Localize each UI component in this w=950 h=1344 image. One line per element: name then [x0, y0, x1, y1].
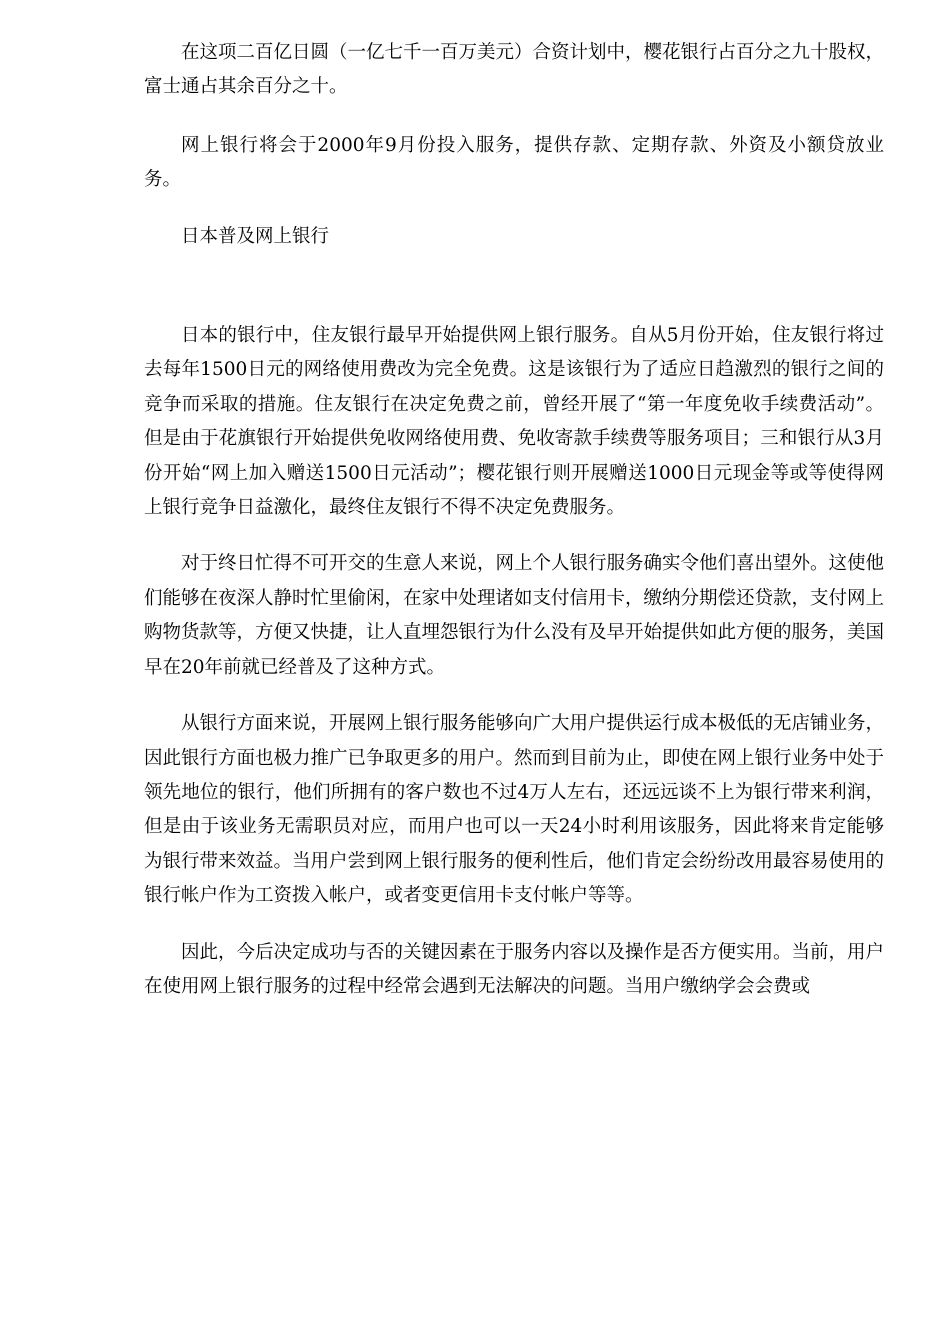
document-page — [144, 36, 884, 1004]
paragraph-key-factors: 因此，今后决定成功与否的关键因素在于服务内容以及操作是否方便实用。当前，用户在使用网上银行服务的过程中经常会遇到无法解决的问题。当用户缴纳学会会费或 — [144, 941, 885, 997]
paragraph-service-launch: 网上银行将会于2000年9月份投入服务，提供存款、定期存款、外资及小额贷放业务。 — [144, 134, 884, 191]
paragraph-business-users: 对于终日忙得不可开交的生意人来说，网上个人银行服务确实令他们喜出望外。这使他们能够在夜深人静时忙里偷闲，在家中处理诸如支付信用卡，缴纳分期偿还贷款，支付网上购物货款等，方便又快捷，让人直埋怨银行为什么没有及早开始提供如此方便的服务，美国早在20年前就已经普及了这种方式。 — [144, 553, 885, 678]
paragraph-sumitomo-bank: 日本的银行中，住友银行最早开始提供网上银行服务。自从5月份开始，住友银行将过去每年1500日元的网络使用费改为完全免费。这是该银行为了适应日趋激烈的银行之间的竞争而采取的措施。住友银行在决定免费之前，曾经开展了“第一年度免收手续费活动”。但是由于花旗银行开始提供免收网络使用费、免收寄款手续费等服务项目；三和银行从3月份开始“网上加入赠送1500日元活动”；樱花银行则开展赠送1000日元现金等或等使得网上银行竞争日益激化，最终住友银行不得不决定免费服务。 — [144, 325, 884, 519]
paragraph-joint-venture: 在这项二百亿日圆（一亿七千一百万美元）合资计划中，樱花银行占百分之九十股权，富士通占其余百分之十。 — [144, 42, 885, 98]
section-heading-japan-online-banking: 日本普及网上银行 — [181, 225, 330, 247]
paragraph-bank-perspective: 从银行方面来说，开展网上银行服务能够向广大用户提供运行成本极低的无店铺业务，因此银行方面也极力推广已争取更多的用户。然而到目前为止，即使在网上银行业务中处于领先地位的银行，他们所拥有的客户数也不过4万人左右，还远远谈不上为银行带来利润，但是由于该业务无需职员对应，而用户也可以一天24小时利用该服务，因此将来肯定能够为银行带来效益。当用户尝到网上银行服务的便利性后，他们肯定会纷纷改用最容易使用的银行帐户作为工资拨入帐户，或者变更信用卡支付帐户等等。 — [144, 713, 885, 907]
